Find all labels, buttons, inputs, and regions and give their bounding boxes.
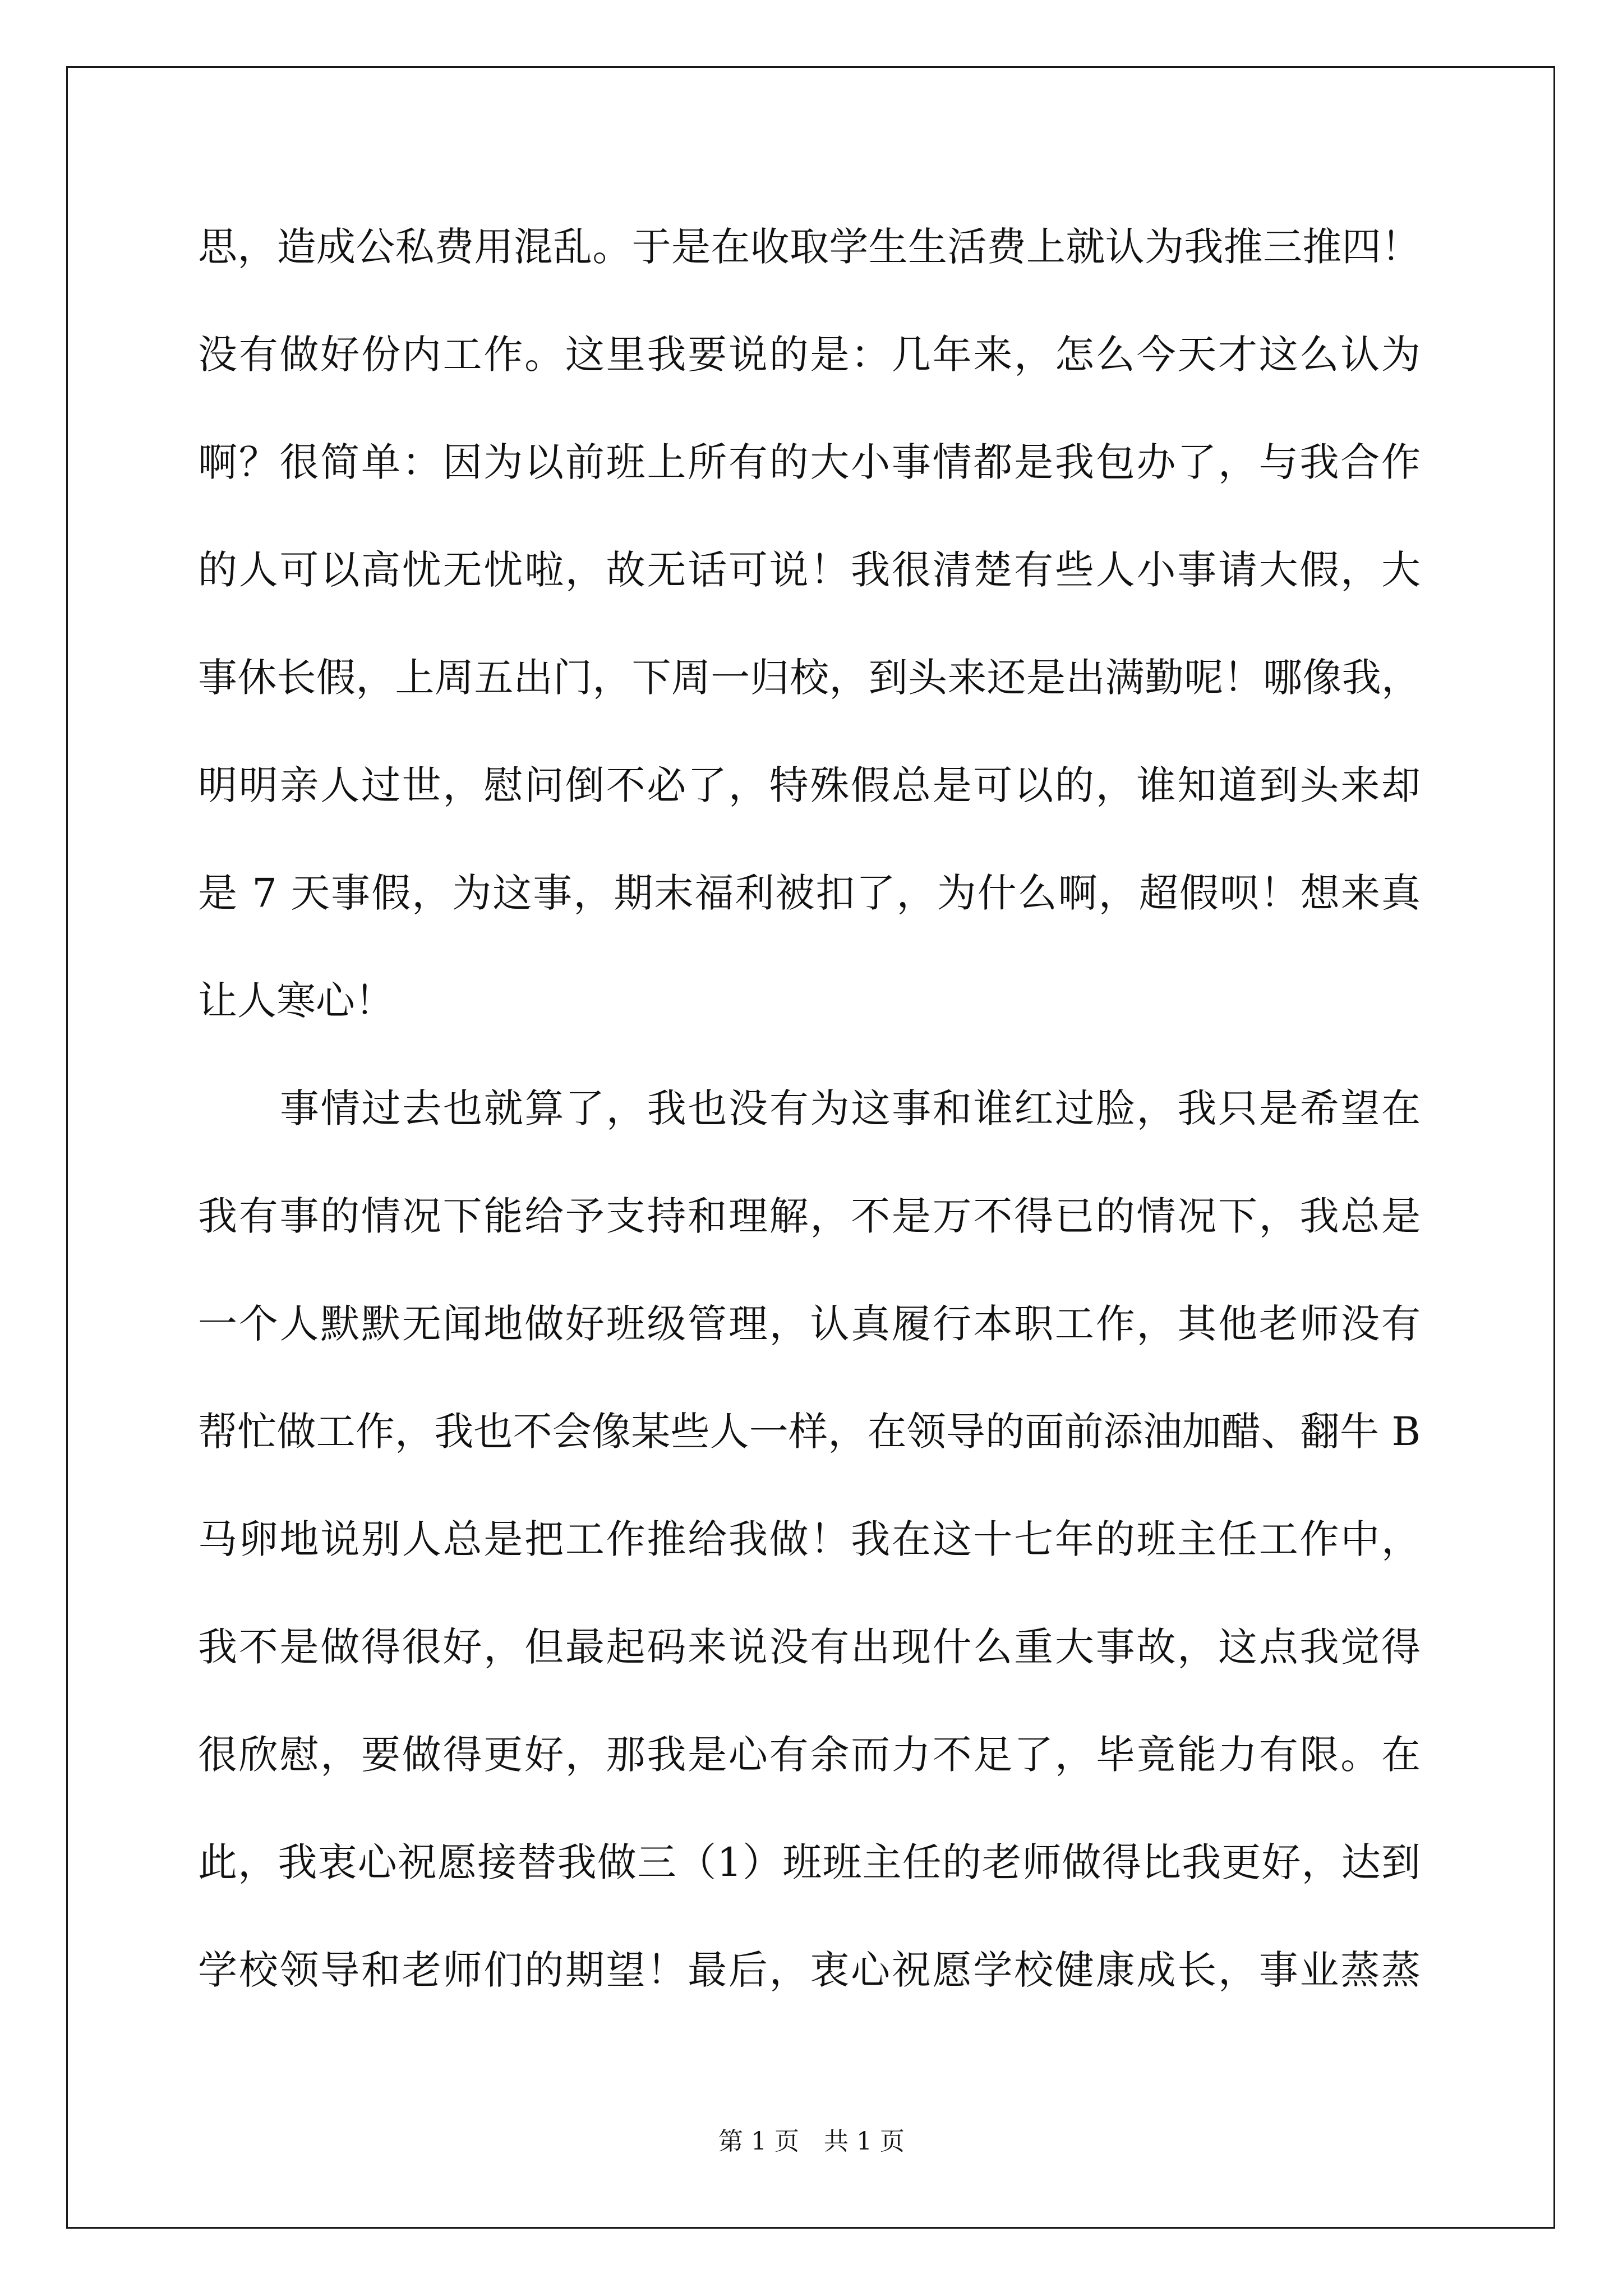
page-footer: 第 1 页 共 1 页 bbox=[718, 2127, 905, 2156]
text-line-5: 事休长假，上周五出门，下周一归校，到头来还是出满勤呢！哪像我， bbox=[198, 655, 1421, 701]
text-line-8: 让人寒心！ bbox=[198, 978, 394, 1024]
text-line-13: 马卵地说别人总是把工作推给我做！我在这十七年的班主任工作中， bbox=[198, 1516, 1421, 1562]
text-line-10: 我有事的情况下能给予支持和理解，不是万不得已的情况下，我总是 bbox=[198, 1193, 1421, 1239]
text-line-1: 思，造成公私费用混乱。于是在收取学生生活费上就认为我推三推四！ bbox=[198, 224, 1421, 270]
document-body bbox=[198, 213, 1421, 2044]
text-line-11: 一个人默默无闻地做好班级管理，认真履行本职工作，其他老师没有 bbox=[198, 1301, 1421, 1347]
text-line-2: 没有做好份内工作。这里我要说的是：几年来，怎么今天才这么认为 bbox=[198, 332, 1421, 378]
text-line-9: 事情过去也就算了，我也没有为这事和谁红过脸，我只是希望在 bbox=[280, 1085, 1421, 1131]
text-line-6: 明明亲人过世，慰问倒不必了，特殊假总是可以的，谁知道到头来却 bbox=[198, 762, 1421, 808]
text-line-15: 很欣慰，要做得更好，那我是心有余而力不足了，毕竟能力有限。在 bbox=[198, 1732, 1421, 1778]
text-line-7: 是 7 天事假，为这事，期末福利被扣了，为什么啊，超假呗！想来真 bbox=[198, 870, 1421, 916]
text-line-4: 的人可以高忧无忧啦，故无话可说！我很清楚有些人小事请大假，大 bbox=[198, 547, 1421, 593]
text-line-14: 我不是做得很好，但最起码来说没有出现什么重大事故，这点我觉得 bbox=[198, 1624, 1421, 1670]
text-line-16: 此，我衷心祝愿接替我做三（1）班班主任的老师做得比我更好，达到 bbox=[198, 1839, 1421, 1885]
text-line-17: 学校领导和老师们的期望！最后，衷心祝愿学校健康成长，事业蒸蒸 bbox=[198, 1947, 1421, 1993]
text-line-3: 啊？很简单：因为以前班上所有的大小事情都是我包办了，与我合作 bbox=[198, 439, 1421, 485]
text-line-12: 帮忙做工作，我也不会像某些人一样，在领导的面前添油加醋、翻牛 B bbox=[198, 1409, 1421, 1455]
